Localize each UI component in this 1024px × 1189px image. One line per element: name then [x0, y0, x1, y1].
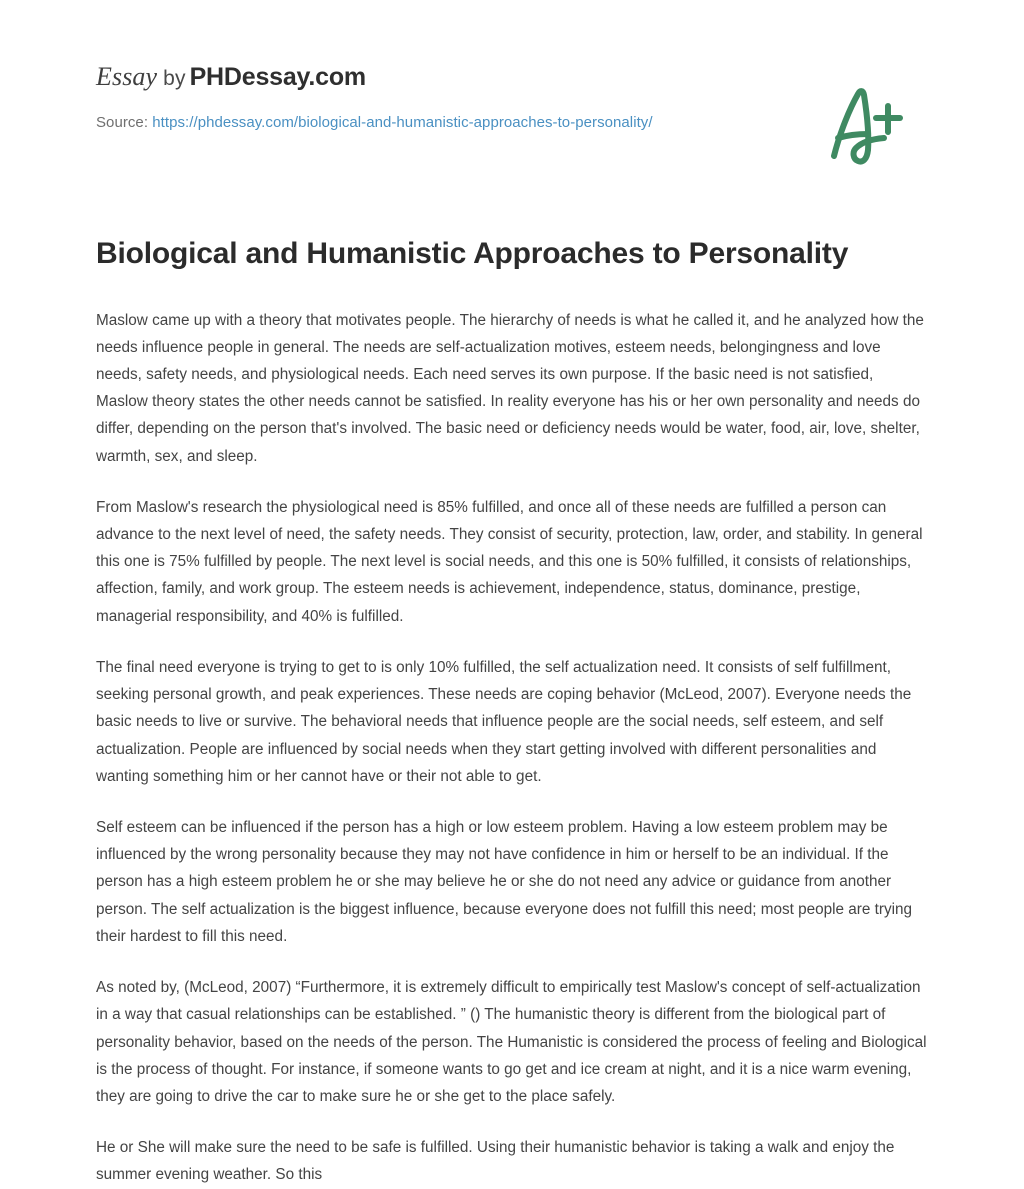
article-paragraph: As noted by, (McLeod, 2007) “Furthermore, it is extremely difficult to empirically test Maslow's concept of self-actualization in a way that casual relationships can be established. ” () The humanistic theory is different from the biological part of personality behavior, based on the needs of the person. The Humanistic is considered the process of feeling and Biological is the process of thought. For instance, if someone wants to go get and ice cream at night, and it is a nice warm evening, they are going to drive the car to make sure he or she get to the place safely. — [96, 979, 927, 1105]
brand-essay-label: Essay — [96, 62, 158, 91]
a-plus-logo-icon — [800, 80, 910, 170]
brand-site-name: PHDessay.com — [189, 63, 366, 91]
article-paragraph: From Maslow's research the physiological need is 85% fulfilled, and once all of these needs are fulfilled a person can advance to the next level of need, the safety needs. They consist of security, protection, law, order, and stability. In general this one is 75% fulfilled by people. The next level is social needs, and this one is 50% fulfilled, it consists of relationships, affection, family, and work group. The esteem needs is achievement, independence, status, dominance, prestige, managerial responsibility, and 40% is fulfilled. — [96, 498, 923, 625]
article-body — [96, 307, 928, 1189]
article-paragraph: The final need everyone is trying to get to is only 10% fulfilled, the self actualization need. It consists of self fulfillment, seeking personal growth, and peak experiences. These needs are coping behavior (McLeod, 2007). Everyone needs the basic needs to live or survive. The behavioral needs that influence people are the social needs, self esteem, and self actualization. People are influenced by social needs when they start getting involved with different personalities and wanting something him or her cannot have or their not able to get. — [96, 658, 912, 785]
article-paragraph: Maslow came up with a theory that motivates people. The hierarchy of needs is what he called it, and he analyzed how the needs influence people in general. The needs are self-actualization motives, esteem needs, belongingness and love needs, safety needs, and physiological needs. Each need serves its own purpose. If the basic need is not satisfied, Maslow theory states the other needs cannot be satisfied. In reality everyone has his or her own personality and needs do differ, depending on the person that's involved. The basic need or deficiency needs would be water, food, air, love, shelter, warmth, sex, and sleep. — [96, 311, 924, 465]
brand-by-label: by — [163, 67, 186, 90]
article-paragraph: He or She will make sure the need to be safe is fulfilled. Using their humanistic behavior is taking a walk and enjoy the summer evening weather. So this — [96, 1139, 895, 1184]
article-paragraph: Self esteem can be influenced if the person has a high or low esteem problem. Having a low esteem problem may be influenced by the wrong personality because they may not have confidence in him or herself to be an individual. If the person has a high esteem problem he or she may believe he or she do not need any advice or guidance from another person. The self actualization is the biggest influence, because everyone does not fulfill this need; most people are trying their hardest to fill this need. — [96, 819, 913, 945]
page-title: Biological and Humanistic Approaches to Personality — [96, 237, 849, 270]
document-header — [96, 62, 928, 131]
source-url-link[interactable]: https://phdessay.com/biological-and-humanistic-approaches-to-personality/ — [152, 114, 653, 131]
source-label: Source: — [96, 114, 149, 131]
